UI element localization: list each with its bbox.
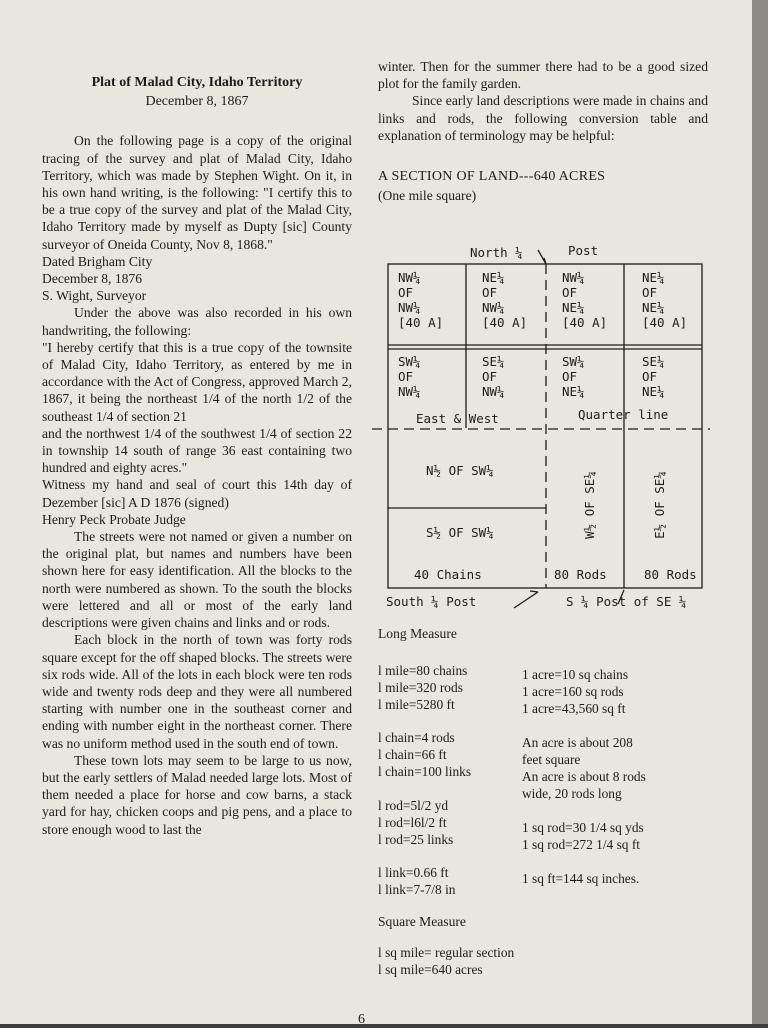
measure-group-mile: l mile=80 chains l mile=320 rods l mile=5280 ft <box>378 663 468 712</box>
paragraph: The streets were not named or given a number on the original plat, but names and numbers have been shown here for easy identification. All the blocks to the north were numbered as shown. To the south the blocks were lettered and all or most of the early land descriptions were given chains and links and or rods. <box>42 529 352 631</box>
se-quarter-post-label: S ¼ Post of SE ¼ <box>566 594 687 609</box>
measure-group-acre: 1 acre=10 sq chains 1 acre=160 sq rods 1 acre=43,560 sq ft <box>522 667 629 716</box>
south-quarter-post-label: South ¼ Post <box>386 594 477 609</box>
paragraph: "I hereby certify that this is a true copy of the townsite of Malad City, Idaho Territory, as entered by me in accordance with the Act of Congress, approved March 2, 1867, it being the northeast 1/4 of the north 1/2 of the southeast 1/4 of section 21 <box>42 339 352 424</box>
measure-group-chain: l chain=4 rods l chain=66 ft l chain=100 links <box>378 730 472 779</box>
paragraph: Since early land descriptions were made in chains and links and rods, the following conversion table and explanation of terminology may be helpful: <box>378 93 708 143</box>
paragraph: Each block in the north of town was forty rods square except for the off shaped blocks. The streets were six rods wide. All of the lots in each block were ten rods wide and twenty rods deep and they were all numbered starting with number one in the southeast corner and ending with number eight in the northeast corner. There was no uniform method used in the south end of town. <box>42 632 352 751</box>
paragraph: winter. Then for the summer there had to be a good sized plot for the family garden. <box>378 59 708 92</box>
quarter-cell-ne-ne: NE¼ OF NE¼ [40 A] <box>642 270 688 330</box>
article-date: December 8, 1867 <box>145 94 249 110</box>
section-diagram <box>370 238 710 618</box>
acre-explanation: An acre is about 208 feet square An acre is about 8 rods wide, 20 rods long <box>522 735 646 801</box>
page-number: 6 <box>358 1012 365 1027</box>
quarter-cell-se-ne: SE¼ OF NE¼ <box>642 354 665 399</box>
measure-group-sq-ft: 1 sq ft=144 sq inches. <box>522 871 640 886</box>
measure-group-sq-mile: l sq mile= regular section l sq mile=640 acres <box>378 945 515 977</box>
north-half-sw-label: N½ OF SW¼ <box>426 463 494 478</box>
measure-group-link: l link=0.66 ft l link=7-7/8 in <box>378 865 456 897</box>
measure-group-rod: l rod=5l/2 yd l rod=l6l/2 ft l rod=25 links <box>378 798 454 847</box>
rods-label-east: 80 Rods <box>644 567 697 582</box>
article-title: Plat of Malad City, Idaho Territory <box>91 75 303 90</box>
east-west-label: East & West <box>416 411 499 426</box>
left-column <box>42 74 352 838</box>
section-title: A SECTION OF LAND---640 ACRES <box>378 169 606 185</box>
quarter-cell-nw-ne: NW¼ OF NE¼ [40 A] <box>562 270 608 330</box>
paragraph: These town lots may seem to be large to us now, but the early settlers of Malad needed large lots. Most of them needed a place for horse and cow barns, a stack yard for hay, chicken coops and pig pens, and a place to store enough wood to last the <box>42 752 352 837</box>
west-half-se-label: W½ OF SE¼ <box>582 471 597 539</box>
square-measure-heading: Square Measure <box>378 914 466 929</box>
paragraph: Under the above was also recorded in his own handwriting, the following: <box>42 305 352 338</box>
quarter-cell-ne-nw: NE¼ OF NW¼ [40 A] <box>482 270 528 330</box>
quarter-cell-se-nw: SE¼ OF NW¼ <box>482 354 505 399</box>
rods-label-west: 80 Rods <box>554 567 607 582</box>
text-line: S. Wight, Surveyor <box>42 288 147 304</box>
quarter-cell-sw-nw: SW¼ OF NW¼ <box>398 354 421 399</box>
quarter-cell-sw-ne: SW¼ OF NE¼ <box>562 354 585 399</box>
right-column <box>378 58 708 204</box>
long-measure-heading: Long Measure <box>378 626 457 641</box>
text-line: Dated Brigham City <box>42 253 153 269</box>
paragraph: Witness my hand and seal of court this 14th day of Dezember [sic] A D 1876 (signed) <box>42 477 352 510</box>
chains-label: 40 Chains <box>414 567 482 582</box>
measure-group-sq-rod: 1 sq rod=30 1/4 sq yds 1 sq rod=272 1/4 sq ft <box>522 820 644 852</box>
quarter-cell-nw-nw: NW¼ OF NW¼ [40 A] <box>398 270 444 330</box>
quarter-line-label: Quarter line <box>578 407 669 422</box>
north-quarter-label: North ¼ <box>470 245 523 260</box>
paragraph: and the northwest 1/4 of the southwest 1/4 of section 22 in township 14 south of range 36 east containing two hundred and eighty acres." <box>42 425 352 476</box>
paragraph: On the following page is a copy of the original tracing of the survey and plat of Malad City, Idaho Territory, which was made by Stephen Wight. On it, in his own hand writing, is the following: "I certify this to be a true copy of the survey and plat of the Malad City, Idaho Territory made by myself as Dupty [sic] County surveyor of Oneida County, Nov 8, 1868." <box>42 133 352 252</box>
text-line: Henry Peck Probate Judge <box>42 511 186 527</box>
south-half-sw-label: S½ OF SW¼ <box>426 525 494 540</box>
east-half-se-label: E½ OF SE¼ <box>652 471 667 539</box>
post-label: Post <box>568 243 599 258</box>
section-subtitle: (One mile square) <box>378 188 477 204</box>
page-edge <box>752 0 768 1024</box>
text-line: December 8, 1876 <box>42 271 143 287</box>
